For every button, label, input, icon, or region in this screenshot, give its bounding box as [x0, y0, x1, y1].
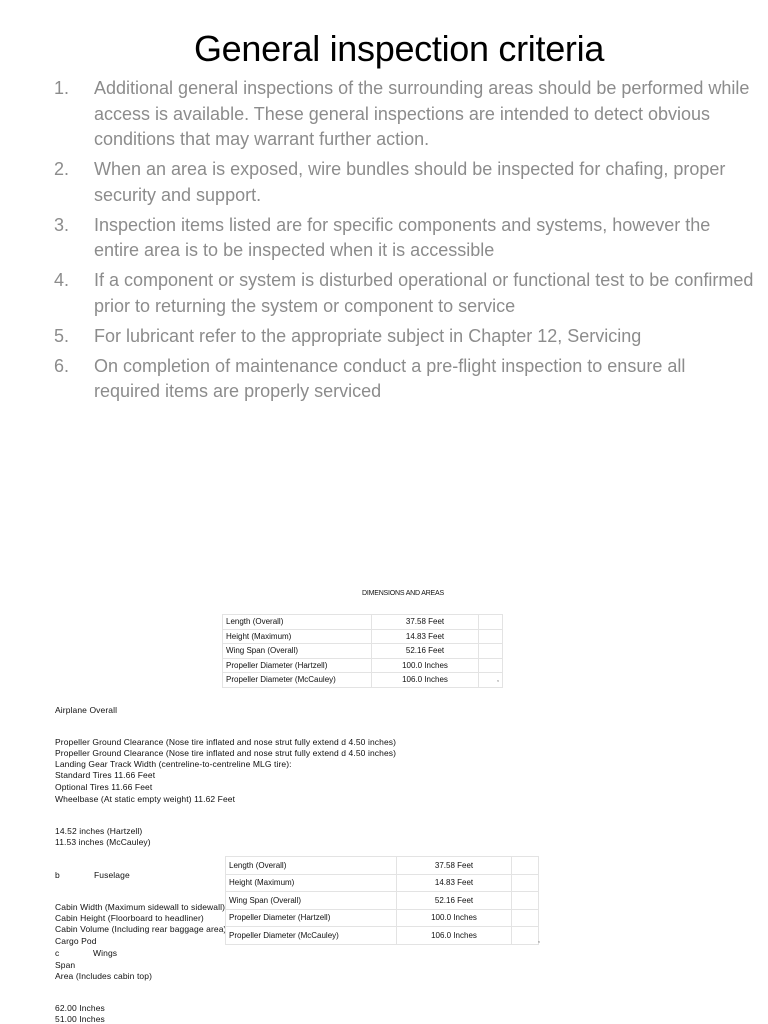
section-letter-c: c: [55, 948, 60, 958]
item-number: 4.: [54, 270, 70, 290]
item-text: For lubricant refer to the appropriate subject in Chapter 12, Servicing: [94, 325, 642, 346]
table-row: [226, 909, 539, 927]
stray-comma: ,: [538, 937, 540, 944]
empty-cell: [479, 615, 503, 630]
prop-clearance-line: Propeller Ground Clearance (Nose tire inflated and nose strut fully extend d 4.50 inches): [55, 748, 397, 758]
dimension-value: 100.0 Inches: [372, 658, 479, 673]
empty-cell: [479, 629, 503, 644]
table-row: [223, 658, 503, 673]
standard-tires-line: Standard Tires 11.66 Feet: [55, 770, 156, 780]
empty-cell: [512, 857, 539, 875]
optional-tires-line: Optional Tires 11.66 Feet: [55, 782, 153, 792]
criteria-list: [54, 76, 754, 409]
wheelbase-line: Wheelbase (At static empty weight) 11.62 Feet: [55, 794, 236, 804]
empty-cell: [512, 874, 539, 892]
dimension-label: Height (Maximum): [223, 629, 372, 644]
list-item: [54, 157, 754, 208]
dimension-value: 106.0 Inches: [372, 673, 479, 688]
table-row: [226, 927, 539, 945]
empty-cell: [479, 658, 503, 673]
list-item: [54, 324, 754, 350]
dimension-label: Propeller Diameter (McCauley): [223, 673, 372, 688]
list-item: [54, 76, 754, 153]
dimension-value: 52.16 Feet: [397, 892, 512, 910]
dimension-label: Height (Maximum): [226, 874, 397, 892]
dimension-value: 37.58 Feet: [372, 615, 479, 630]
wings-label: Wings: [93, 948, 118, 958]
fuselage-label: Fuselage: [94, 870, 130, 880]
item-number: 6.: [54, 355, 70, 376]
list-item: [54, 354, 754, 405]
cabin-height-line: Cabin Height (Floorboard to headliner): [55, 913, 204, 923]
table-row: [223, 673, 503, 688]
item-text: Additional general inspections of the surrounding areas should be performed while access is available. These general inspections are intended to detect obvious conditions that may warrant further action.: [94, 78, 750, 149]
table-row: [226, 874, 539, 892]
inches-51-line: 51.00 Inches: [55, 1014, 105, 1024]
empty-cell: [512, 892, 539, 910]
item-text: When an area is exposed, wire bundles should be inspected for chafing, proper security and support.: [94, 159, 726, 205]
dimension-value: 14.83 Feet: [397, 874, 512, 892]
dimension-label: Propeller Diameter (McCauley): [226, 927, 397, 945]
item-number: 1.: [54, 78, 70, 98]
dimension-value: 100.0 Inches: [397, 909, 512, 927]
dimension-label: Propeller Diameter (Hartzell): [226, 909, 397, 927]
list-item: [54, 268, 754, 319]
table-row: [223, 629, 503, 644]
page-title: General inspection criteria: [193, 28, 605, 69]
table-row: [223, 615, 503, 630]
dimensions-table-overlay: [225, 856, 539, 945]
mccauley-line: 11.53 inches (McCauley): [55, 837, 151, 847]
dimensions-heading: DIMENSIONS AND AREAS: [362, 590, 444, 597]
dimension-value: 14.83 Feet: [372, 629, 479, 644]
item-number: 5.: [54, 325, 70, 346]
dimension-label: Propeller Diameter (Hartzell): [223, 658, 372, 673]
section-letter-b: b: [55, 870, 60, 880]
stray-comma: ,: [497, 676, 499, 683]
cabin-volume-line: Cabin Volume (Including rear baggage area): [55, 924, 227, 934]
span-line: Span: [55, 960, 76, 970]
dimension-value: 106.0 Inches: [397, 927, 512, 945]
dimension-label: Length (Overall): [226, 857, 397, 875]
dimension-value: 37.58 Feet: [397, 857, 512, 875]
item-text: On completion of maintenance conduct a pre-flight inspection to ensure all required items are properly serviced: [94, 355, 686, 401]
dimensions-table: [222, 614, 503, 688]
list-item: [54, 213, 754, 264]
item-text: If a component or system is disturbed operational or functional test to be confirmed prior to returning the system or component to service: [94, 270, 754, 316]
item-number: 3.: [54, 214, 70, 235]
dimension-value: 52.16 Feet: [372, 644, 479, 659]
track-width-line: Landing Gear Track Width (centreline-to-centreline MLG tire):: [55, 759, 292, 769]
area-line: Area (Includes cabin top): [55, 971, 152, 981]
inches-62-line: 62.00 Inches: [55, 1003, 105, 1013]
table-row: [226, 892, 539, 910]
cabin-width-line: Cabin Width (Maximum sidewall to sidewall): [55, 902, 225, 912]
hartzell-line: 14.52 inches (Hartzell): [55, 826, 143, 836]
item-number: 2.: [54, 159, 70, 179]
table-row: [226, 857, 539, 875]
empty-cell: [479, 644, 503, 659]
dimension-label: Wing Span (Overall): [226, 892, 397, 910]
empty-cell: [512, 909, 539, 927]
table-row: [223, 644, 503, 659]
prop-clearance-line: Propeller Ground Clearance (Nose tire inflated and nose strut fully extend d 4.50 inches): [55, 737, 397, 747]
cargo-pod-line: Cargo Pod: [55, 936, 97, 946]
dimension-label: Length (Overall): [223, 615, 372, 630]
empty-cell: [512, 927, 539, 945]
airplane-overall-label: Airplane Overall: [55, 705, 118, 715]
dimension-label: Wing Span (Overall): [223, 644, 372, 659]
item-text: Inspection items listed are for specific components and systems, however the entire area is to be inspected when it is accessible: [94, 214, 711, 260]
